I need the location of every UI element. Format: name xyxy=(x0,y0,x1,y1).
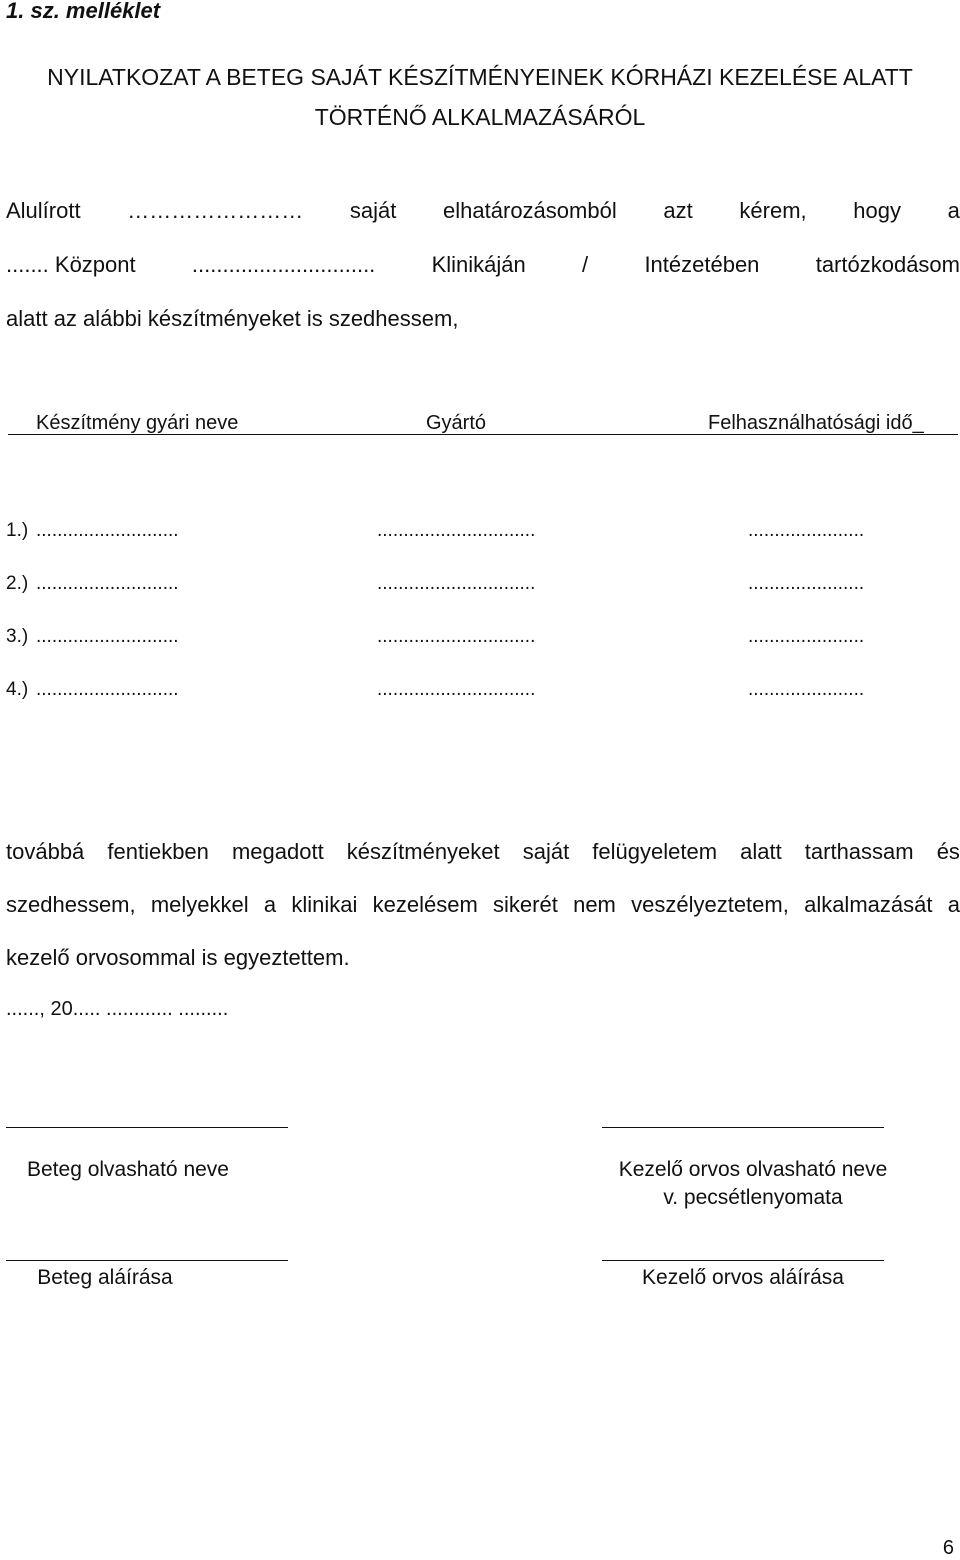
table-cell-blank: ...................... xyxy=(748,573,865,594)
doctor-name-line xyxy=(602,1127,884,1128)
doctor-signature-caption: Kezelő orvos aláírása xyxy=(642,1266,844,1289)
body-word: klinikai xyxy=(291,892,358,917)
column-header-manufacturer: Gyártó xyxy=(426,412,487,434)
column-header-product-name: Készítmény gyári neve xyxy=(36,412,239,434)
patient-signature-line xyxy=(6,1260,288,1261)
intro-word: / xyxy=(582,252,589,277)
table-cell-blank: ........................... xyxy=(36,679,179,700)
body-word: tarthassam xyxy=(804,839,914,864)
body-word: veszélyeztetem, xyxy=(631,892,789,917)
intro-line-2 xyxy=(6,252,960,278)
table-cell-blank: .............................. xyxy=(377,679,536,700)
patient-name-caption: Beteg olvasható neve xyxy=(27,1158,229,1181)
header-underline xyxy=(8,434,958,435)
table-cell-blank: .............................. xyxy=(377,626,536,647)
column-header-expiry: Felhasználhatósági idő_ xyxy=(708,412,924,434)
table-cell-blank: ........................... xyxy=(36,573,179,594)
document-title-line-1: NYILATKOZAT A BETEG SAJÁT KÉSZÍTMÉNYEINEK KÓRHÁZI KEZELÉSE ALATT xyxy=(47,64,913,90)
body-word: sikerét xyxy=(493,892,558,917)
table-row-number: 2.) xyxy=(6,573,29,594)
patient-signature-caption: Beteg aláírása xyxy=(37,1266,173,1289)
intro-line-1 xyxy=(6,198,960,224)
body-word: felügyeletem xyxy=(592,839,718,864)
doctor-name-caption: Kezelő orvos olvasható neve xyxy=(618,1158,888,1181)
intro-word: hogy xyxy=(853,198,902,223)
body-word: kezelésem xyxy=(372,892,478,917)
intro-word: Alulírott xyxy=(6,198,81,223)
body-word: a xyxy=(263,892,277,917)
intro-word: saját xyxy=(349,198,397,223)
intro-word: azt xyxy=(663,198,693,223)
table-cell-blank: ...................... xyxy=(748,626,865,647)
body-word: szedhessem, xyxy=(6,892,136,917)
patient-name-line xyxy=(6,1127,288,1128)
intro-word: tartózkodásom xyxy=(815,252,960,277)
page-number: 6 xyxy=(942,1537,954,1559)
body-word: továbbá xyxy=(6,839,85,864)
body-word: alkalmazását xyxy=(804,892,933,917)
body-line-2 xyxy=(6,892,960,918)
table-cell-blank: ...................... xyxy=(748,679,865,700)
table-cell-blank: ...................... xyxy=(748,520,865,541)
body-word: nem xyxy=(573,892,616,917)
body-word: megadott xyxy=(231,839,324,864)
intro-word: elhatározásomból xyxy=(443,198,617,223)
body-word: és xyxy=(936,839,960,864)
clinic-blank: .............................. xyxy=(191,252,376,277)
table-row-number: 3.) xyxy=(6,626,29,647)
body-line-3: kezelő orvosommal is egyeztettem. xyxy=(6,945,350,970)
date-line: ......, 20..... ............ ......... xyxy=(6,998,229,1020)
table-row-number: 1.) xyxy=(6,520,29,541)
body-line-1 xyxy=(6,839,960,865)
body-word: a xyxy=(947,892,960,917)
table-cell-blank: ........................... xyxy=(36,626,179,647)
intro-word: kérem, xyxy=(739,198,807,223)
name-blank: …………………… xyxy=(127,198,304,223)
intro-word: a xyxy=(947,198,960,223)
table-row-number: 4.) xyxy=(6,679,29,700)
annex-label: 1. sz. melléklet xyxy=(6,0,161,23)
body-word: saját xyxy=(522,839,570,864)
table-cell-blank: ........................... xyxy=(36,520,179,541)
intro-word: Intézetében xyxy=(644,252,760,277)
doctor-signature-line xyxy=(602,1260,884,1261)
body-word: alatt xyxy=(740,839,782,864)
intro-word: Klinikáján xyxy=(431,252,526,277)
table-cell-blank: .............................. xyxy=(377,573,536,594)
intro-line-3: alatt az alábbi készítményeket is szedhessem, xyxy=(6,306,459,331)
center-blank: ....... Központ xyxy=(6,252,136,277)
doctor-stamp-caption: v. pecsétlenyomata xyxy=(663,1186,843,1209)
table-cell-blank: .............................. xyxy=(377,520,536,541)
body-word: fentiekben xyxy=(107,839,209,864)
body-word: készítményeket xyxy=(346,839,500,864)
body-word: melyekkel xyxy=(150,892,249,917)
document-title-line-2: TÖRTÉNŐ ALKALMAZÁSÁRÓL xyxy=(314,104,646,130)
